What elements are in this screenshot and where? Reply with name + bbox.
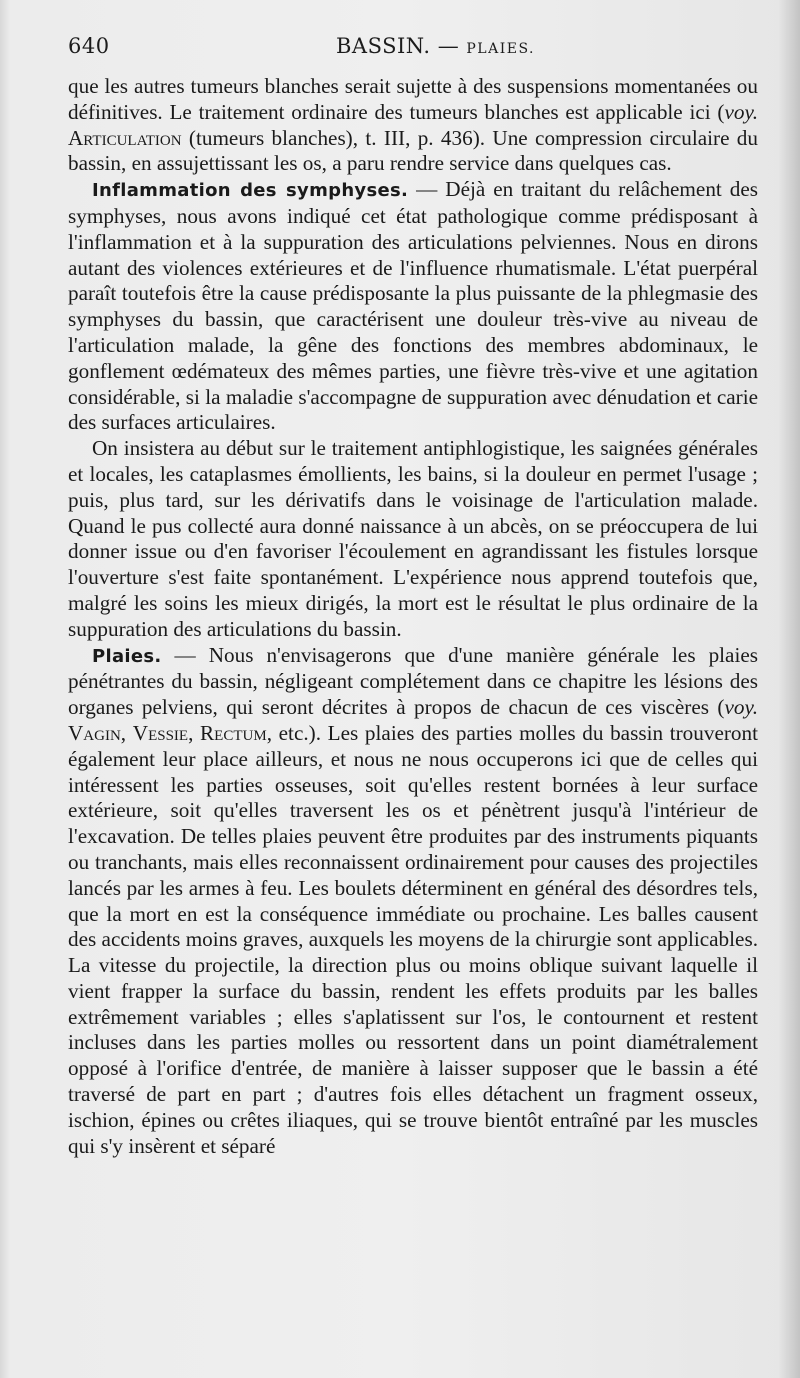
page-header xyxy=(68,34,758,68)
cross-reference-vessie: Vessie xyxy=(132,720,189,745)
running-head-title: BASSIN. xyxy=(336,34,431,58)
p1-text-b: (tumeurs blanches), t. III, p. 436). Une compression circulaire du bassin, en assujettissant les os, a paru rendre service dans quelques cas. xyxy=(68,125,758,176)
running-head xyxy=(336,34,535,58)
plaies-text-b: Les plaies des parties molles du bassin trouveront également leur place ailleurs, et nous ne nous occuperons ici que de celles qui intéressent les parties osseuses, soit qu'elles restent bornées à leur surface extérieure, soit qu'elles traversent les os et pénètrent jusqu'à l'intérieur de l'excavation. De telles plaies peuvent être produites par des instruments piquants ou tranchants, mais elles reconnaissent ordinairement pour causes des projectiles lancés par les armes à feu. Les boulets déterminent en général des désordres tels, que la mort en est la conséquence immédiate ou prochaine. Les balles causent des accidents moins graves, auxquels les moyens de la chirurgie sont applicables. La vitesse du projectile, la direction plus ou moins oblique suivant laquelle il vient frapper la surface du bassin, rendent les effets produits par les balles extrêmement variables ; elles s'aplatissent sur l'os, le contournent et restent incluses dans les parties molles ou ressortent dans un point diamétralement opposé à l'orifice d'entrée, de manière à laisser supposer que le bassin a été traversé de part en part ; d'autres fois elles détachent un fragment osseux, ischion, épines ou crêtes iliaques, qui se trouve bientôt entraîné par les muscles qui s'y insèrent et séparé xyxy=(68,720,758,1158)
paragraph-continuation xyxy=(68,74,758,177)
section-heading-inflammation: Inflammation des symphyses. xyxy=(92,180,409,202)
section-inflammation xyxy=(68,177,758,436)
page-edge-shadow xyxy=(778,0,800,1378)
cross-reference-vagin: Vagin xyxy=(68,720,121,745)
plaies-text-a: Nous n'envisagerons que d'une manière générale les plaies pénétrantes du bassin, négligeant complétement dans ce chapitre les lésions des organes pelviens, qui seront décrites à propos de chacun de ces viscères ( xyxy=(68,642,758,720)
body-text xyxy=(68,74,758,1159)
inflammation-body: Déjà en traitant du relâchement des symphyses, nous avons indiqué cet état pathologique comme prédisposant à l'inflammation et à la suppuration des articulations pelviennes. Nous en dirons autant des violences extérieures et de l'influence rhumatismale. L'état puerpéral paraît toutefois être la cause prédisposante la plus puissante de la phlegmasie des symphyses du bassin, que caractérisent une douleur très-vive au niveau de l'articulation malade, la gêne des fonctions des membres abdominaux, le gonflement œdémateux des mêmes parties, une fièvre très-vive et une agitation considérable, si la maladie s'accompagne de suppuration avec dénudation et carie des surfaces articulaires. xyxy=(68,177,759,435)
section-heading-plaies: Plaies. xyxy=(92,645,162,667)
cross-reference-articulation: Articulation xyxy=(68,125,182,150)
running-head-subtitle: PLAIES. xyxy=(466,41,536,57)
cross-reference-rectum: Rectum xyxy=(200,720,267,745)
heading-dash: — xyxy=(161,642,209,667)
voy-abbrev: voy. xyxy=(724,695,758,720)
running-head-dash: — xyxy=(437,34,460,58)
section-plaies: Plaies. — Nous n'envisagerons que d'une manière générale les plaies pénétrantes du bassin, négligeant complétement dans ce chapitre les lésions des organes pelviens, qui seront décrites à propos de chacun de ces viscères (voy. Vagin, Vessie, Rectum, etc.). Les plaies des parties molles du bassin trouveront également leur place ailleurs, et nous ne nous occuperons ici que de celles qui intéressent les parties osseuses, soit qu'elles restent bornées à leur surface extérieure, soit qu'elles traversent les os et pénètrent jusqu'à l'intérieur de l'excavation. De telles plaies peuvent être produites par des instruments piquants ou tranchants, mais elles reconnaissent ordinairement pour causes des projectiles lancés par les armes à feu. Les boulets déterminent en général des désordres tels, que la mort en est la conséquence immédiate ou prochaine. Les balles causent des accidents moins graves, auxquels les moyens de la chirurgie sont applicables. La vitesse du projectile, la direction plus ou moins oblique suivant laquelle il vient frapper la surface du bassin, rendent les effets produits par les balles extrêmement variables ; elles s'aplatissent sur l'os, le contournent et restent incluses dans les parties molles ou ressortent dans un point diamétralement opposé à l'orifice d'entrée, de manière à laisser supposer que le bassin a été traversé de part en part ; d'autres fois elles détachent un fragment osseux, ischion, épines ou crêtes iliaques, qui se trouve bientôt entraîné par les muscles qui s'y insèrent et séparé xyxy=(68,642,758,1158)
page-number: 640 xyxy=(68,34,110,58)
voy-abbrev: voy. xyxy=(724,99,758,124)
paragraph-treatment: On insistera au début sur le traitement antiphlogistique, les saignées générales et locales, les cataplasmes émollients, les bains, si la douleur en permet l'usage ; puis, plus tard, sur les dérivatifs dans le voisinage de l'articulation malade. Quand le pus collecté aura donné naissance à un abcès, on se préoccupera de lui donner issue ou d'en favoriser l'écoulement en agrandissant les fistules lorsque l'ouverture s'est faite spontanément. L'expérience nous apprend toutefois que, malgré les soins les mieux dirigés, la mort est le résultat le plus ordinaire de la suppuration des articulations du bassin. xyxy=(68,436,758,641)
heading-dash: — xyxy=(408,177,446,202)
p1-text-a: que les autres tumeurs blanches serait sujette à des suspensions momentanées ou définitives. Le traitement ordinaire des tumeurs blanches est applicable ici ( xyxy=(68,74,758,124)
